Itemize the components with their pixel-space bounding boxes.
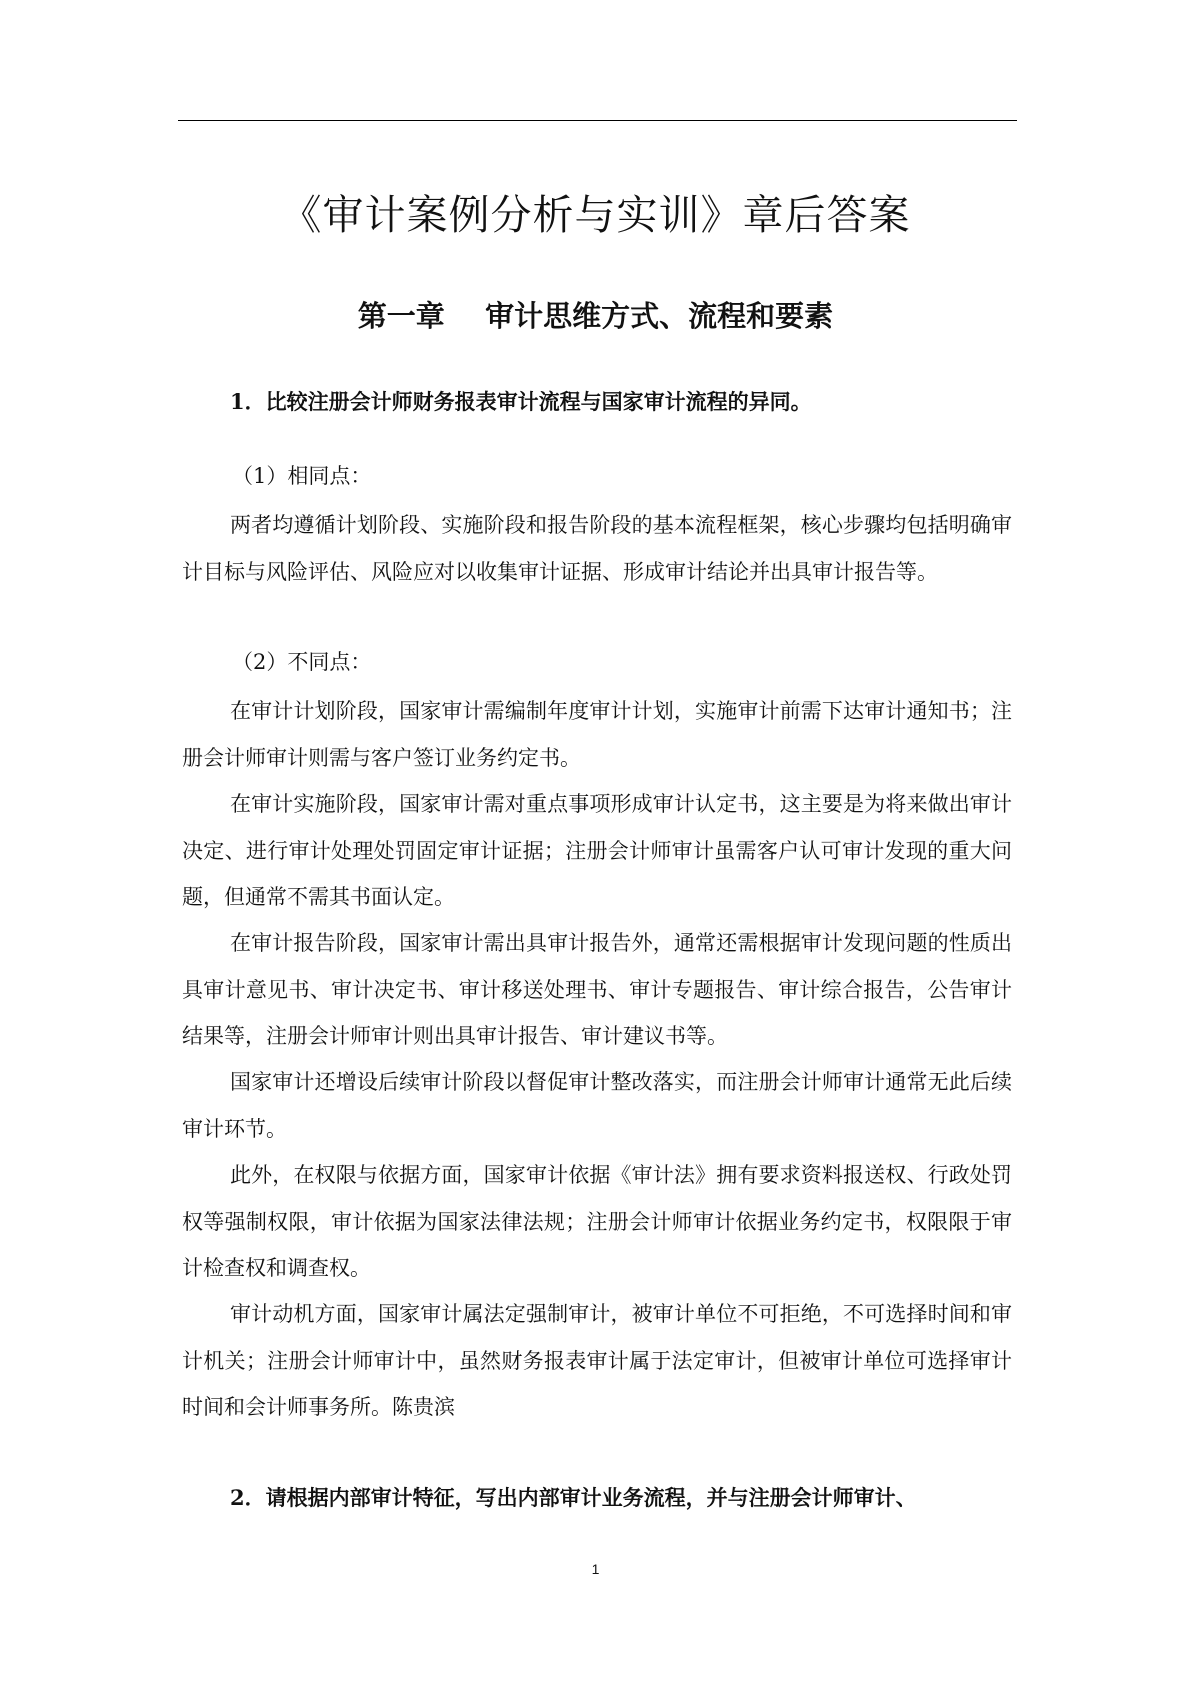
paragraph-audit-motivation: 审计动机方面，国家审计属法定强制审计，被审计单位不可拒绝，不可选择时间和审计机关；注册会计师审计中，虽然财务报表审计属于法定审计，但被审计单位可选择审计时间和会计师事务所。陈贵滨 — [182, 1302, 1012, 1419]
paragraph-follow-up-audit: 国家审计还增设后续审计阶段以督促审计整改落实，而注册会计师审计通常无此后续审计环节。 — [182, 1070, 1012, 1141]
question-1: 1．比较注册会计师财务报表审计流程与国家审计流程的异同。 — [230, 389, 812, 414]
paragraph-implementation-stage: 在审计实施阶段，国家审计需对重点事项形成审计认定书，这主要是为将来做出审计决定、进行审计处理处罚固定审计证据；注册会计师审计虽需客户认可审计发现的重大问题，但通常不需其书面认定。 — [182, 792, 1012, 909]
paragraph-authority-basis: 此外，在权限与依据方面，国家审计依据《审计法》拥有要求资料报送权、行政处罚权等强制权限，审计依据为国家法律法规；注册会计师审计依据业务约定书，权限限于审计检查权和调查权。 — [182, 1163, 1012, 1280]
paragraph-reporting-stage: 在审计报告阶段，国家审计需出具审计报告外，通常还需根据审计发现问题的性质出具审计意见书、审计决定书、审计移送处理书、审计专题报告、审计综合报告，公告审计结果等，注册会计师审计则出具审计报告、审计建议书等。 — [182, 931, 1012, 1048]
chapter-title: 第一章 审计思维方式、流程和要素 — [357, 299, 834, 333]
paragraph-planning-stage: 在审计计划阶段，国家审计需编制年度审计计划，实施审计前需下达审计通知书；注册会计师审计则需与客户签订业务约定书。 — [182, 699, 1012, 770]
subhead-similarities: （1）相同点： — [232, 464, 372, 488]
paragraph-similarities: 两者均遵循计划阶段、实施阶段和报告阶段的基本流程框架，核心步骤均包括明确审计目标与风险评估、风险应对以收集审计证据、形成审计结论并出具审计报告等。 — [182, 513, 1012, 584]
document-title: 《审计案例分析与实训》章后答案 — [280, 191, 911, 239]
header-rule — [178, 120, 1017, 121]
question-2: 2．请根据内部审计特征，写出内部审计业务流程，并与注册会计师审计、 — [230, 1485, 917, 1510]
page-number: 1 — [591, 1561, 600, 1577]
subhead-differences: （2）不同点： — [232, 650, 372, 674]
